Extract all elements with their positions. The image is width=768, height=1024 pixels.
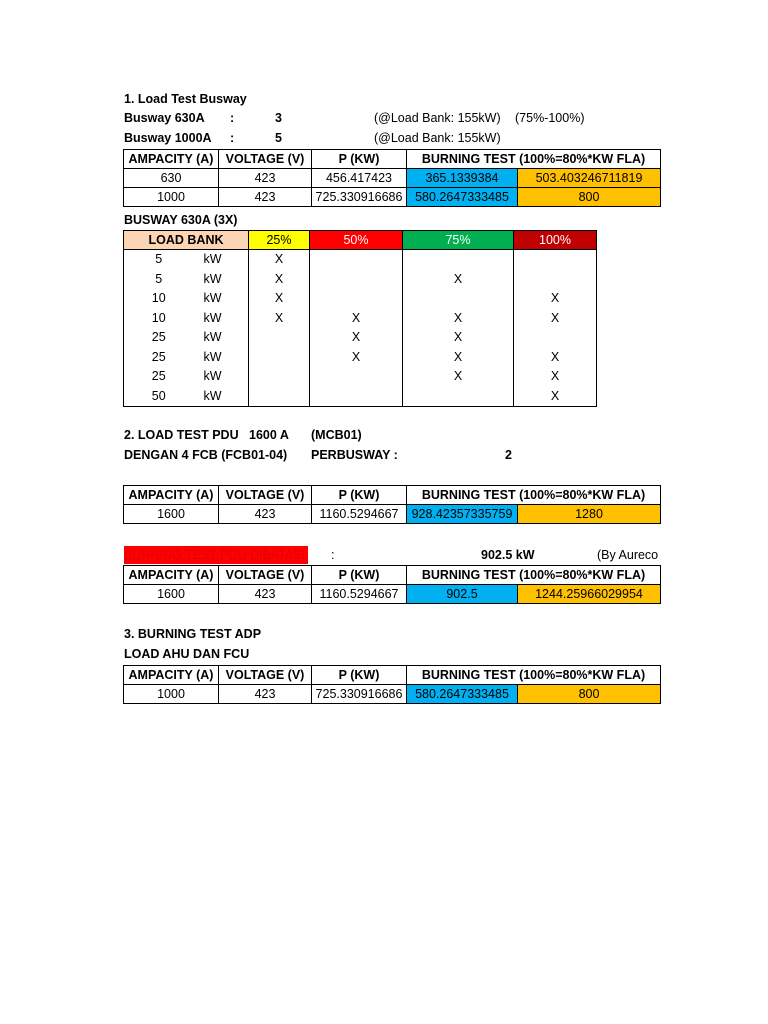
load-value: 10 [124,289,194,309]
cell-voltage: 423 [219,169,312,188]
load-unit: kW [194,270,249,290]
cell-power: 1160.5294667 [312,585,407,604]
load-value: 10 [124,309,194,329]
cell-voltage: 423 [219,188,312,207]
load-unit: kW [194,328,249,348]
limit-value: 902.5 kW [481,548,535,562]
table-header-row [124,150,661,169]
mark-75: X [403,328,514,348]
header-ampacity: AMPACITY (A) [124,666,219,685]
header-load-bank: LOAD BANK [124,231,249,250]
mark-25 [249,348,310,368]
mark-25 [249,328,310,348]
mark-100: X [514,387,597,407]
header-voltage: VOLTAGE (V) [219,486,312,505]
busway1000-value: 5 [275,131,282,145]
cell-ampacity: 1000 [124,685,219,704]
load-unit: kW [194,289,249,309]
mark-50 [310,250,403,270]
mark-100 [514,328,597,348]
cell-burning-100: 503.403246711819 [518,169,661,188]
header-voltage: VOLTAGE (V) [219,150,312,169]
section1-title: 1. Load Test Busway [124,92,247,106]
mark-75: X [403,309,514,329]
header-50: 50% [310,231,403,250]
cell-burning-100: 1280 [518,505,661,524]
header-100: 100% [514,231,597,250]
mark-50 [310,270,403,290]
busway630-value: 3 [275,111,282,125]
limit-colon: : [331,548,335,562]
cell-ampacity: 1600 [124,585,219,604]
table-row [124,309,597,329]
busway1000-colon: : [230,131,235,145]
header-voltage: VOLTAGE (V) [219,566,312,585]
load-value: 25 [124,328,194,348]
load-value: 5 [124,250,194,270]
cell-power: 456.417423 [312,169,407,188]
cell-burning-80: 928.42357335759 [407,505,518,524]
section3-title: 3. BURNING TEST ADP [124,627,262,641]
header-burning-test: BURNING TEST (100%=80%*KW FLA) [407,566,661,585]
header-ampacity: AMPACITY (A) [124,486,219,505]
load-value: 25 [124,367,194,387]
cell-burning-100: 800 [518,188,661,207]
load-value: 25 [124,348,194,368]
mark-75 [403,387,514,407]
mark-100 [514,250,597,270]
header-25: 25% [249,231,310,250]
cell-ampacity: 630 [124,169,219,188]
cell-power: 1160.5294667 [312,505,407,524]
cell-voltage: 423 [219,505,312,524]
cell-ampacity: 1000 [124,188,219,207]
cell-voltage: 423 [219,585,312,604]
header-ampacity: AMPACITY (A) [124,566,219,585]
mark-50 [310,387,403,407]
mark-75: X [403,270,514,290]
table-row [124,289,597,309]
cell-burning-80: 580.2647333485 [407,188,518,207]
header-ampacity: AMPACITY (A) [124,150,219,169]
table-row [124,505,661,524]
limit-test-table [123,565,661,604]
busway1000-label: Busway 1000A [124,131,212,145]
header-power: P (KW) [312,486,407,505]
load-unit: kW [194,250,249,270]
table-row [124,188,661,207]
mark-75: X [403,348,514,368]
mark-50 [310,289,403,309]
mark-75 [403,250,514,270]
mark-100: X [514,309,597,329]
mark-75: X [403,367,514,387]
cell-burning-80: 365.1339384 [407,169,518,188]
table-row [124,270,597,290]
mark-50: X [310,328,403,348]
cell-ampacity: 1600 [124,505,219,524]
pdu-fcb: DENGAN 4 FCB (FCB01-04) [124,448,288,462]
busway-test-table [123,149,661,207]
table-header-row [124,666,661,685]
mark-100: X [514,348,597,368]
mark-100: X [514,289,597,309]
table-row [124,348,597,368]
mark-25: X [249,250,310,270]
busway630-range: (75%-100%) [515,111,585,125]
load-bank-header-row [124,231,597,250]
mark-25: X [249,270,310,290]
mark-50: X [310,348,403,368]
pdu-rating: 1600 A [249,428,289,442]
mark-25 [249,387,310,407]
cell-voltage: 423 [219,685,312,704]
cell-power: 725.330916686 [312,188,407,207]
table-row [124,169,661,188]
busway630-colon: : [230,111,235,125]
mark-25: X [249,309,310,329]
section3-subtitle: LOAD AHU DAN FCU [124,647,250,661]
cell-burning-100: 800 [518,685,661,704]
adp-test-table [123,665,661,704]
mark-25 [249,367,310,387]
header-power: P (KW) [312,566,407,585]
header-power: P (KW) [312,150,407,169]
table-row [124,387,597,407]
table-row [124,685,661,704]
busway630-note: (@Load Bank: 155kW) [374,111,501,125]
header-burning-test: BURNING TEST (100%=80%*KW FLA) [407,666,661,685]
pdu-test-table [123,485,661,524]
load-value: 5 [124,270,194,290]
load-unit: kW [194,367,249,387]
header-burning-test: BURNING TEST (100%=80%*KW FLA) [407,486,661,505]
cell-burning-100: 1244.25966029954 [518,585,661,604]
header-power: P (KW) [312,666,407,685]
cell-power: 725.330916686 [312,685,407,704]
section2-title: 2. LOAD TEST PDU [124,428,239,442]
header-burning-test: BURNING TEST (100%=80%*KW FLA) [407,150,661,169]
mark-75 [403,289,514,309]
load-unit: kW [194,309,249,329]
cell-burning-80: 580.2647333485 [407,685,518,704]
burning-limit-label: BURNING TEST PDU DIBATASI [124,546,308,564]
table-header-row [124,566,661,585]
table-row [124,585,661,604]
pdu-mcb: (MCB01) [311,428,362,442]
table-row [124,328,597,348]
mark-50 [310,367,403,387]
mark-50: X [310,309,403,329]
table-row [124,367,597,387]
perbusway-value: 2 [505,448,512,462]
mark-100 [514,270,597,290]
busway630-label: Busway 630A [124,111,205,125]
table-header-row [124,486,661,505]
table-row [124,250,597,270]
limit-note: (By Aureco [597,548,659,562]
busway1000-note: (@Load Bank: 155kW) [374,131,501,145]
busway-group-title: BUSWAY 630A (3X) [124,213,238,227]
perbusway-label: PERBUSWAY : [311,448,398,462]
mark-100: X [514,367,597,387]
load-unit: kW [194,348,249,368]
header-75: 75% [403,231,514,250]
load-bank-table [123,230,597,407]
mark-25: X [249,289,310,309]
load-unit: kW [194,387,249,407]
cell-burning-80: 902.5 [407,585,518,604]
header-voltage: VOLTAGE (V) [219,666,312,685]
load-value: 50 [124,387,194,407]
